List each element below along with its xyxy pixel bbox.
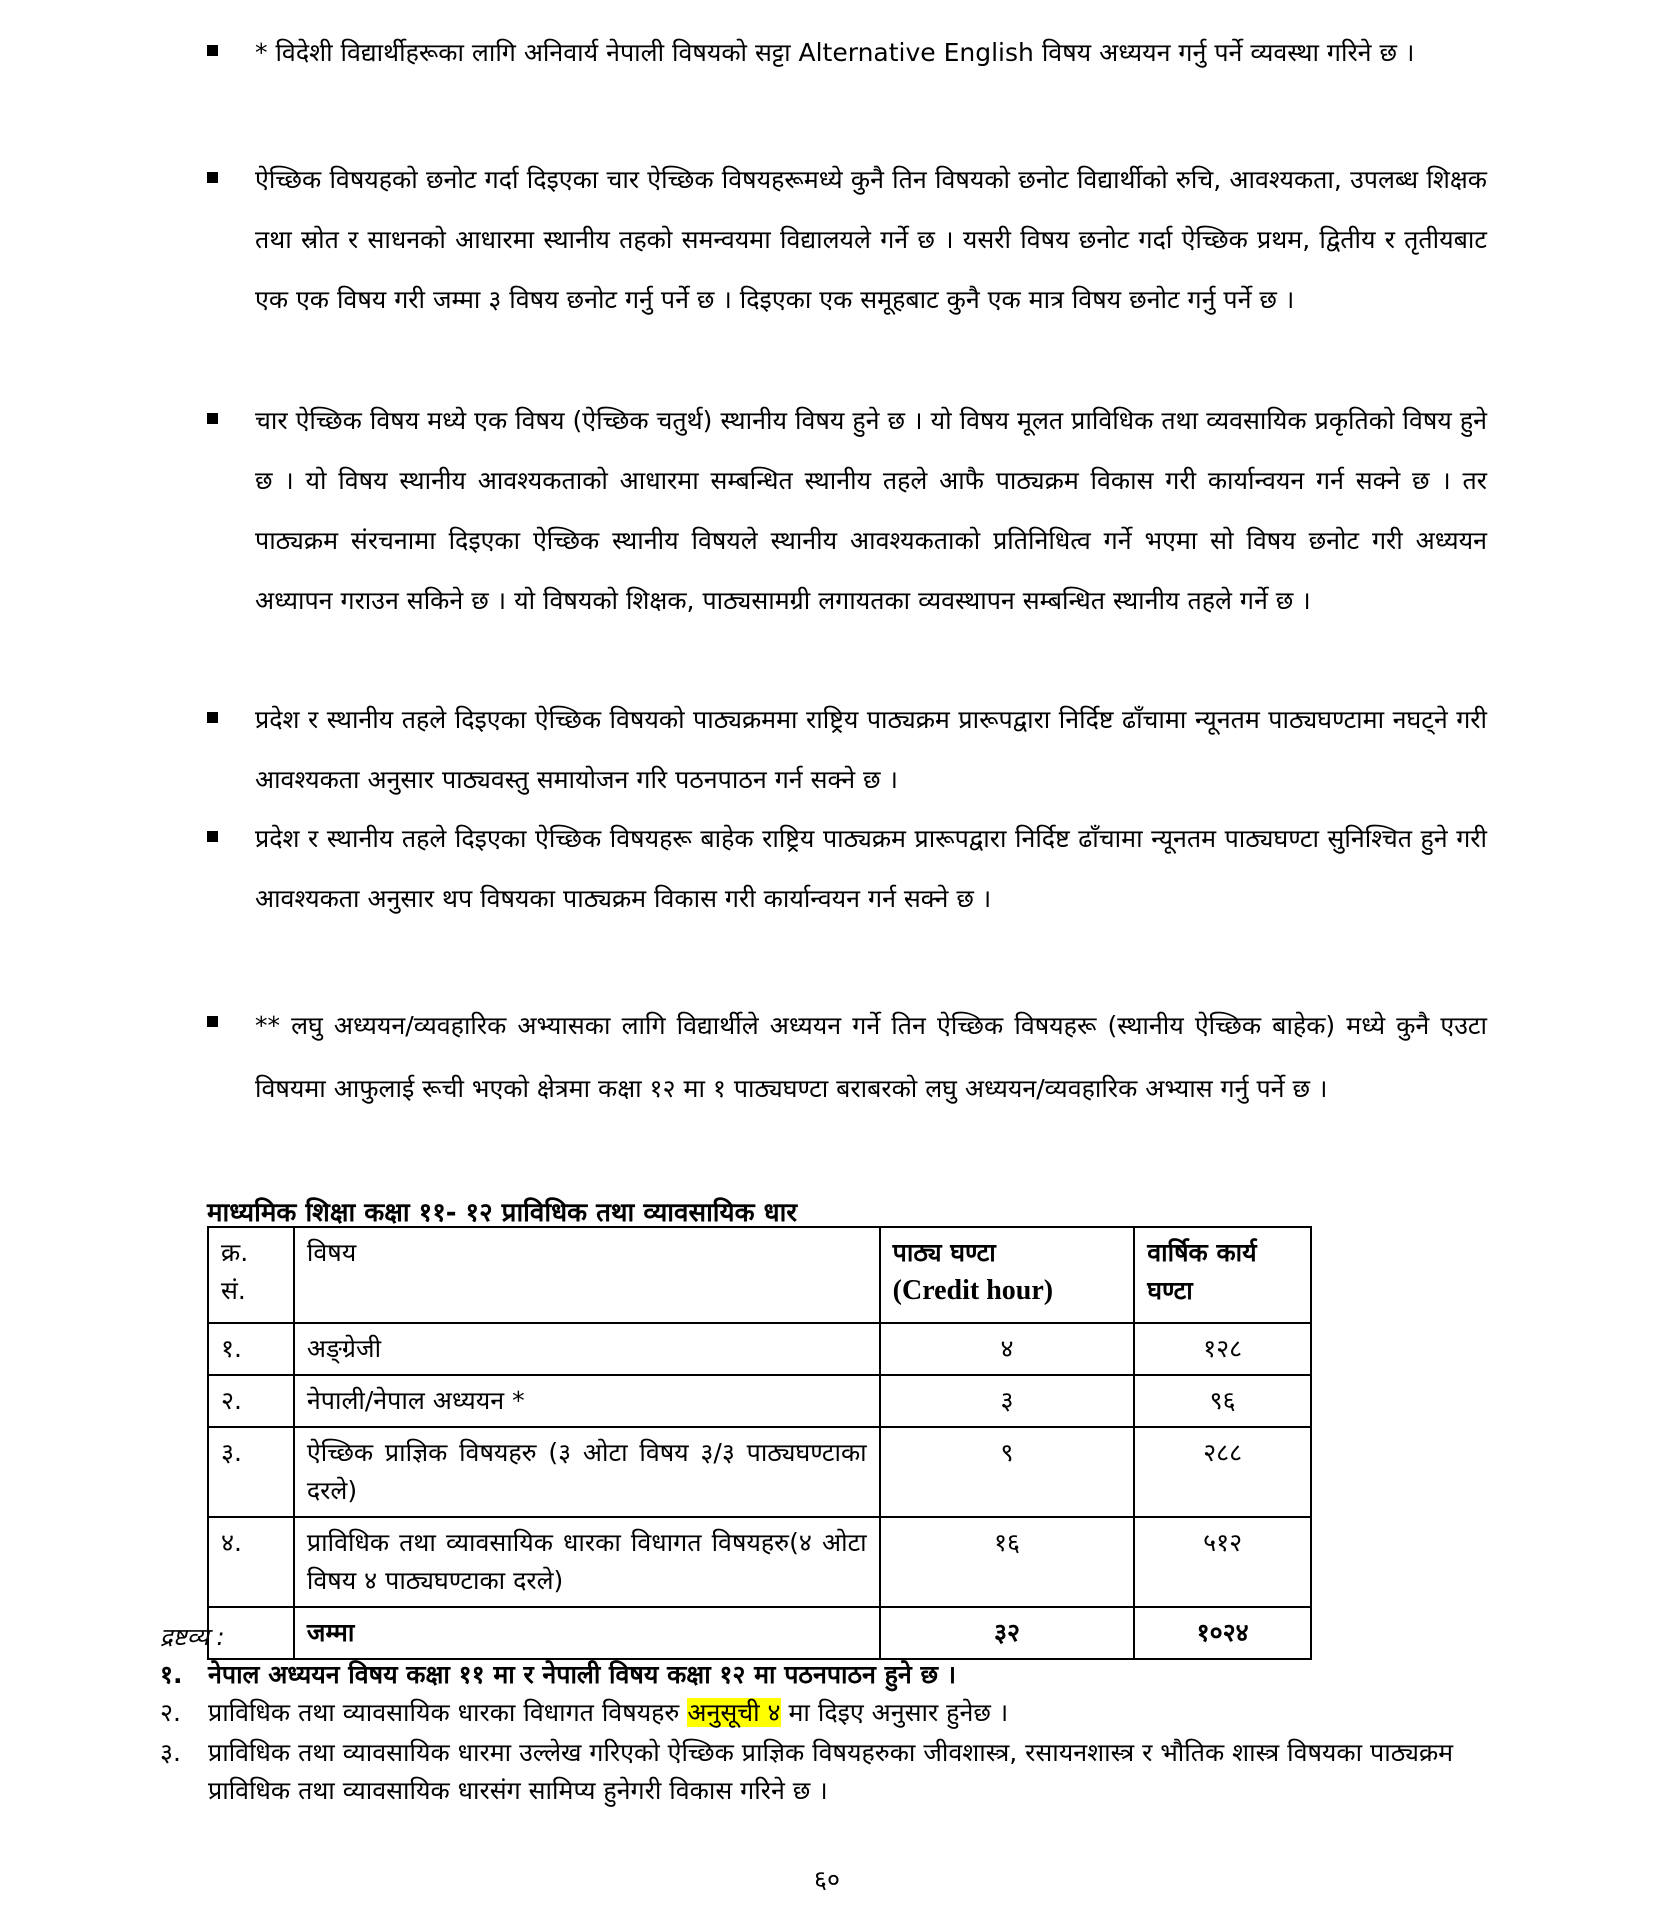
cell-credit: ९ — [880, 1427, 1135, 1517]
table-row — [208, 1427, 1311, 1517]
bullet-paragraph — [255, 150, 1487, 330]
cell-credit: ४ — [880, 1323, 1135, 1375]
note-text — [208, 1694, 1500, 1732]
notes-heading: द्रष्टव्य : — [160, 1623, 225, 1651]
cell-sn: १. — [208, 1323, 294, 1375]
bullet-paragraph — [255, 23, 1487, 83]
table-total-row — [208, 1607, 1311, 1659]
note-number: २. — [160, 1698, 181, 1727]
total-annual: १०२४ — [1134, 1607, 1311, 1659]
header-sn: क्र. सं. — [208, 1227, 294, 1323]
table-row — [208, 1517, 1311, 1607]
cell-sn: ३. — [208, 1427, 294, 1517]
header-subject: विषय — [294, 1227, 880, 1323]
bullet-text: चार ऐच्छिक विषय मध्ये एक विषय (ऐच्छिक चतुर्थ) स्थानीय विषय हुने छ । यो विषय मूलत प्राविधिक तथा व्यवसायिक प्रकृतिको विषय हुने छ । यो विषय स्थानीय आवश्यकताको आधारमा सम्बन्धित स्थानीय तहले आफै पाठ्यक्रम विकास गरी कार्यान्वयन गर्न सक्ने छ । तर पाठ्यक्रम संरचनामा दिइएका ऐच्छिक स्थानीय विषयले स्थानीय आवश्यकताको प्रतिनिधित्व गर्ने भएमा सो विषय छनोट गरी अध्ययन अध्यापन गराउन सकिने छ । यो विषयको शिक्षक, पाठ्यसामग्री लगायतका व्यवस्थापन सम्बन्धित स्थानीय तहले गर्ने छ । — [255, 406, 1487, 615]
curriculum-table — [207, 1226, 1312, 1660]
note-item — [160, 1694, 1500, 1732]
cell-annual: ९६ — [1134, 1375, 1311, 1427]
note-item — [160, 1656, 1500, 1694]
cell-sn: २. — [208, 1375, 294, 1427]
table-header-row — [208, 1227, 1311, 1323]
bullet-text: ऐच्छिक विषयहको छनोट गर्दा दिइएका चार ऐच्छिक विषयहरूमध्ये कुनै तिन विषयको छनोट विद्यार्थीको रुचि, आवश्यकता, उपलब्ध शिक्षक तथा स्रोत र साधनको आधारमा स्थानीय तहको समन्वयमा विद्यालयले गर्ने छ । यसरी विषय छनोट गर्दा ऐच्छिक प्रथम, द्वितीय र तृतीयबाट एक एक विषय गरी जम्मा ३ विषय छनोट गर्नु पर्ने छ । दिइएका एक समूहबाट कुनै एक मात्र विषय छनोट गर्नु पर्ने छ । — [255, 165, 1487, 314]
bullet-icon — [207, 712, 218, 723]
note-text: प्राविधिक तथा व्यावसायिक धारमा उल्लेख गरिएको ऐच्छिक प्राज्ञिक विषयहरुका जीवशास्त्र, रसायनशास्त्र र भौतिक शास्त्र विषयका पाठ्यक्रम प्राविधिक तथा व्यावसायिक धारसंग सामिप्य हुनेगरी विकास गरिने छ । — [208, 1738, 1454, 1805]
bullet-icon — [207, 172, 218, 183]
bullet-paragraph — [255, 391, 1487, 631]
header-annual: वार्षिक कार्य घण्टा — [1134, 1227, 1311, 1323]
bullet-text: प्रदेश र स्थानीय तहले दिइएका ऐच्छिक विषयहरू बाहेक राष्ट्रिय पाठ्यक्रम प्रारूपद्वारा निर्दिष्ट ढाँचामा न्यूनतम पाठ्यघण्टा सुनिश्चित हुने गरी आवश्यकता अनुसार थप विषयका पाठ्यक्रम विकास गरी कार्यान्वयन गर्न सक्ने छ । — [255, 824, 1487, 913]
note-number: ३. — [160, 1738, 181, 1767]
table-row — [208, 1323, 1311, 1375]
cell-annual: ५१२ — [1134, 1517, 1311, 1607]
table-title: माध्यमिक शिक्षा कक्षा ११- १२ प्राविधिक तथा व्यावसायिक धार — [207, 1198, 797, 1228]
header-credit-en: (Credit hour) — [892, 1275, 1054, 1306]
bullet-text: ** लघु अध्ययन/व्यवहारिक अभ्यासका लागि विद्यार्थीले अध्ययन गर्ने तिन ऐच्छिक विषयहरू (स्थानीय ऐच्छिक बाहेक) मध्ये कुनै एउटा विषयमा आफुलाई रूची भएको क्षेत्रमा कक्षा १२ मा १ पाठ्यघण्टा बराबरको लघु अध्ययन/व्यवहारिक अभ्यास गर्नु पर्ने छ । — [255, 1011, 1487, 1103]
bullet-paragraph — [255, 994, 1487, 1120]
bullet-text: * विदेशी विद्यार्थीहरूका लागि अनिवार्य नेपाली विषयको सट्टा Alternative English विषय अध्ययन गर्नु पर्ने व्यवस्था गरिने छ । — [255, 38, 1415, 67]
note-number: १. — [160, 1660, 183, 1689]
cell-subject: अङ्ग्रेजी — [294, 1323, 880, 1375]
note-item — [160, 1734, 1500, 1810]
cell-subject: नेपाली/नेपाल अध्ययन * — [294, 1375, 880, 1427]
bullet-text: प्रदेश र स्थानीय तहले दिइएका ऐच्छिक विषयको पाठ्यक्रममा राष्ट्रिय पाठ्यक्रम प्रारूपद्वारा निर्दिष्ट ढाँचामा न्यूनतम पाठ्यघण्टामा नघट्ने गरी आवश्यकता अनुसार पाठ्यवस्तु समायोजन गरि पठनपाठन गर्न सक्ने छ । — [255, 705, 1487, 794]
bullet-paragraph — [255, 690, 1487, 810]
cell-annual: १२८ — [1134, 1323, 1311, 1375]
bullet-icon — [207, 413, 218, 424]
header-credit-np: पाठ्य घण्टा — [892, 1238, 996, 1267]
table-row — [208, 1375, 1311, 1427]
header-credit — [880, 1227, 1135, 1323]
cell-sn: ४. — [208, 1517, 294, 1607]
total-credit: ३२ — [880, 1607, 1135, 1659]
bullet-icon — [207, 45, 218, 56]
total-label: जम्मा — [294, 1607, 880, 1659]
note-text-after: मा दिइए अनुसार हुनेछ । — [788, 1698, 1009, 1727]
cell-subject: प्राविधिक तथा व्यावसायिक धारका विधागत विषयहरु(४ ओटा विषय ४ पाठ्यघण्टाका दरले) — [294, 1517, 880, 1607]
note-text-before: प्राविधिक तथा व्यावसायिक धारका विधागत विषयहरु — [208, 1698, 680, 1727]
bullet-paragraph — [255, 809, 1487, 929]
cell-annual: २८८ — [1134, 1427, 1311, 1517]
cell-subject: ऐच्छिक प्राज्ञिक विषयहरु (३ ओटा विषय ३/३ पाठ्यघण्टाका दरले) — [294, 1427, 880, 1517]
bullet-icon — [207, 1016, 218, 1027]
page-number: ६० — [813, 1865, 840, 1894]
note-text: नेपाल अध्ययन विषय कक्षा ११ मा र नेपाली विषय कक्षा १२ मा पठनपाठन हुने छ । — [208, 1660, 957, 1689]
highlighted-reference: अनुसूची ४ — [687, 1698, 781, 1727]
cell-credit: ३ — [880, 1375, 1135, 1427]
cell-credit: १६ — [880, 1517, 1135, 1607]
bullet-icon — [207, 831, 218, 842]
